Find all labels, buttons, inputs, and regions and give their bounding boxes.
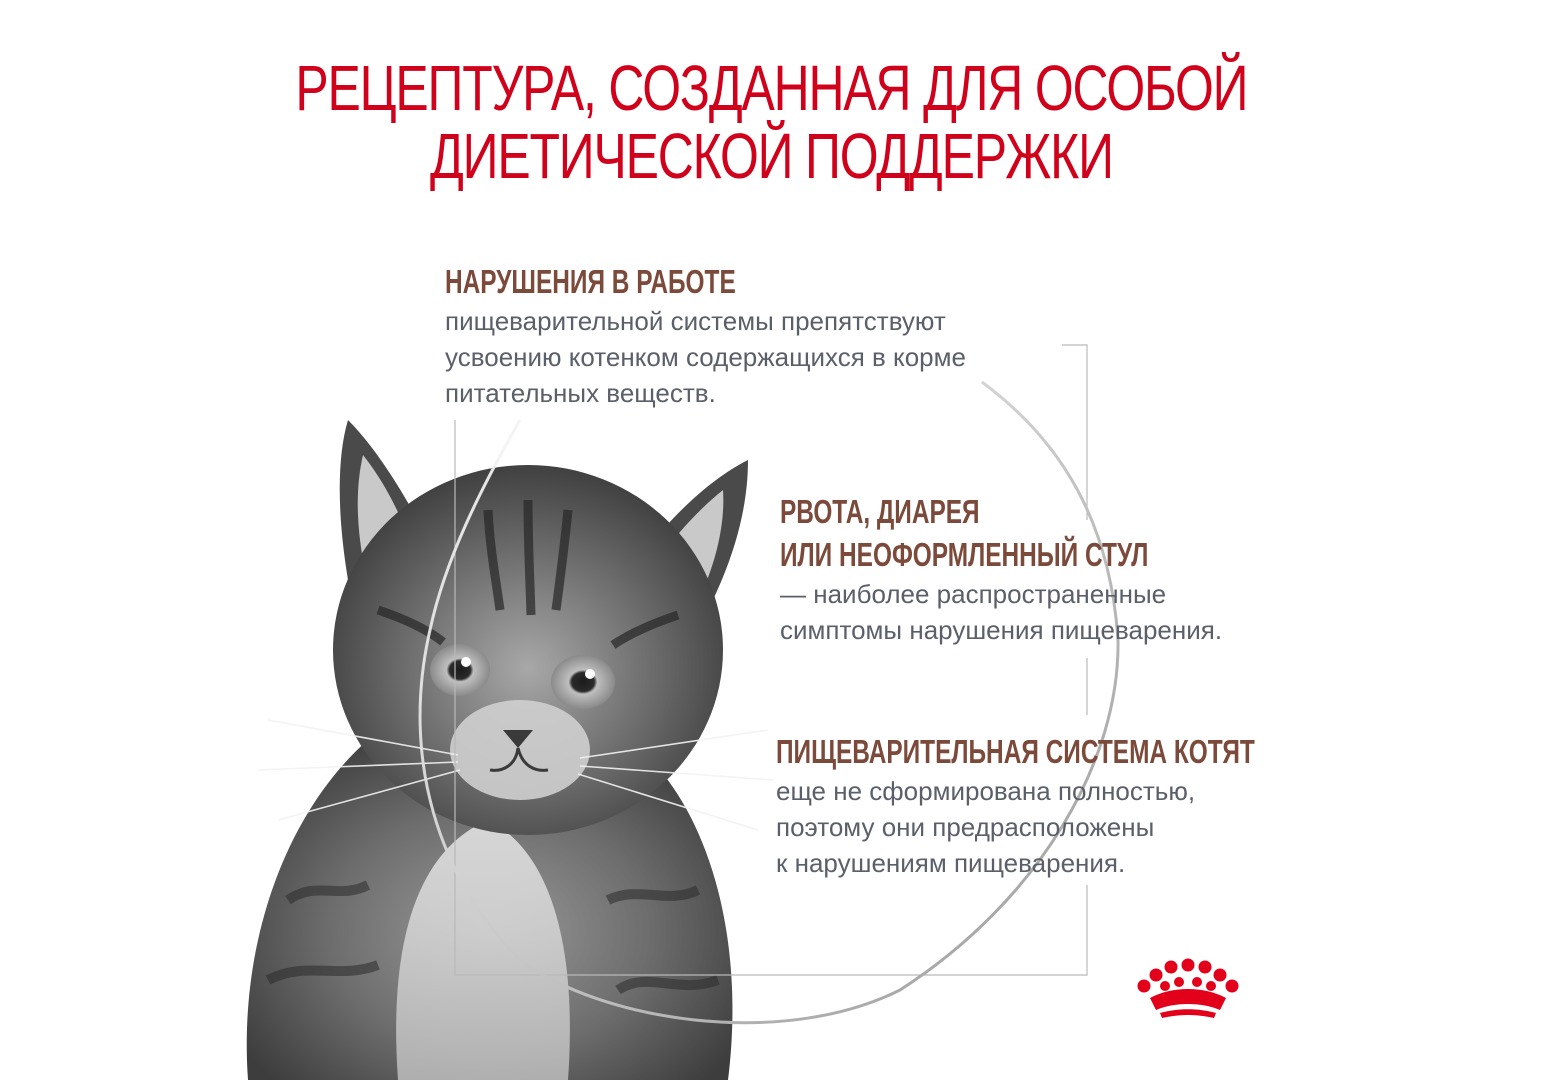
block-heading: РВОТА, ДИАРЕЯ bbox=[780, 493, 980, 530]
block-body-line: — наиболее распространенные bbox=[780, 579, 1167, 609]
block-heading: НАРУШЕНИЯ В РАБОТЕ bbox=[445, 263, 736, 300]
crown-logo-icon bbox=[1132, 958, 1244, 1020]
page-title bbox=[170, 54, 1374, 190]
kitten-photo bbox=[228, 380, 788, 1080]
info-block-symptoms bbox=[780, 490, 1278, 648]
block-body-line: пищеварительной системы препятствуют bbox=[445, 306, 946, 336]
block-heading: ИЛИ НЕОФОРМЛЕННЫЙ СТУЛ bbox=[780, 536, 1149, 573]
block-heading: ПИЩЕВАРИТЕЛЬНАЯ СИСТЕМА КОТЯТ bbox=[776, 733, 1255, 770]
block-body-line: усвоению котенком содержащихся в корме bbox=[445, 342, 966, 372]
block-body-line: питательных веществ. bbox=[445, 378, 716, 408]
block-body-line: симптомы нарушения пищеварения. bbox=[780, 615, 1223, 645]
block-body-line: поэтому они предрасположены bbox=[776, 812, 1155, 842]
info-block-indigestion bbox=[445, 260, 966, 411]
block-body-line: еще не сформирована полностью, bbox=[776, 776, 1196, 806]
block-body-line: к нарушениям пищеварения. bbox=[776, 848, 1126, 878]
title-line-1: РЕЦЕПТУРА, СОЗДАННАЯ ДЛЯ ОСОБОЙ bbox=[295, 52, 1248, 124]
info-block-digestive-system bbox=[776, 730, 1423, 881]
title-line-2: ДИЕТИЧЕСКОЙ ПОДДЕРЖКИ bbox=[429, 120, 1113, 192]
